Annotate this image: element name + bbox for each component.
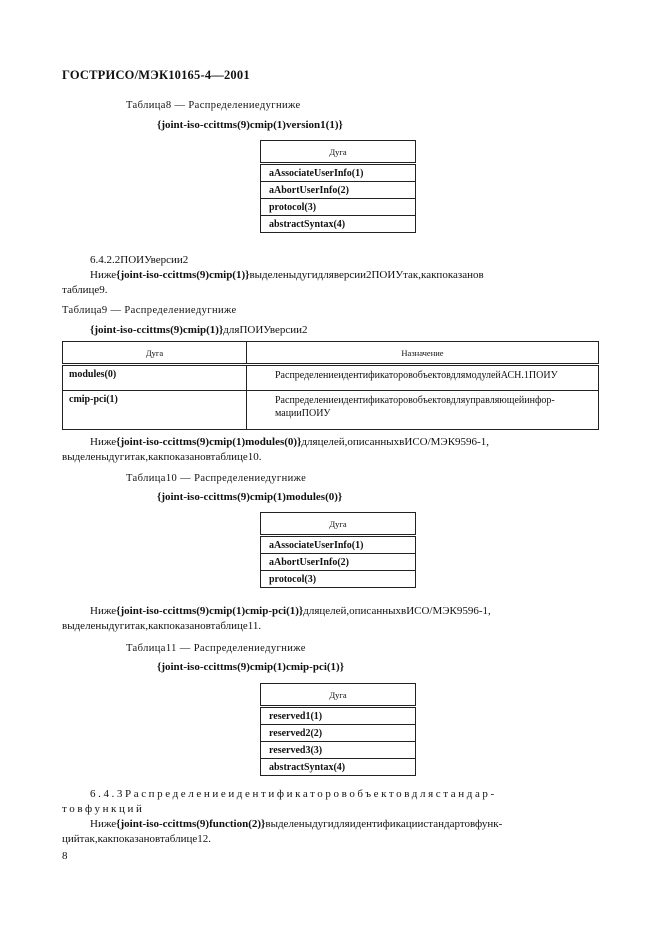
table9-header-arc: Дуга	[63, 342, 247, 365]
table9-caption: Таблица9 — Распределениедугниже	[62, 305, 237, 316]
section-643-line1	[90, 817, 502, 832]
table8	[260, 140, 416, 233]
table10-caption: Таблица10 — Распределениедугниже	[126, 473, 307, 484]
table11-header: Дуга	[261, 684, 416, 707]
text-prefix: Ниже	[90, 436, 117, 448]
table8-header: Дуга	[261, 141, 416, 164]
table-row-purpose: РаспределениеидентификаторовобъектовдлямодулейАСН.1ПОИУ	[247, 365, 599, 391]
text-suffix: выделеныдугидляверсии2ПОИУтак,какпоказанов	[249, 269, 484, 281]
table-row: reserved2(2)	[261, 725, 416, 742]
table-row-purpose: Распределениеидентификаторовобъектовдляуправляющейинфор-мацииПОИУ	[247, 391, 599, 430]
text-prefix: Ниже	[90, 818, 117, 830]
para-modules-line2: выделеныдугитак,какпоказановтаблице10.	[62, 451, 262, 463]
document-header: ГОСТРИСО/МЭК10165-4—2001	[62, 68, 250, 82]
table9	[62, 341, 599, 430]
text-suffix: дляПОИУверсии2	[223, 324, 308, 336]
table8-caption: Таблица8 — Распределениедугниже	[126, 100, 301, 111]
table-row: aAbortUserInfo(2)	[261, 554, 416, 571]
table9-header-purpose: Назначение	[247, 342, 599, 365]
oid-inline: {joint-iso-ccittms(9)function(2)}	[116, 818, 266, 830]
table10	[260, 512, 416, 588]
table-row: aAssociateUserInfo(1)	[261, 536, 416, 554]
text-prefix: Ниже	[90, 605, 117, 617]
table-row: abstractSyntax(4)	[261, 216, 416, 233]
section-643-line2: цийтак,какпоказановтаблице12.	[62, 833, 212, 845]
para-cmippci-line1	[90, 604, 491, 619]
table-row-arc: cmip-pci(1)	[63, 391, 247, 430]
text-suffix: выделеныдугидляидентификациистандартовфунк-	[265, 818, 503, 830]
table9-oid	[90, 323, 308, 338]
table10-header: Дуга	[261, 513, 416, 536]
section-643-heading-line2: товфункций	[62, 803, 145, 815]
text-prefix: Ниже	[90, 269, 117, 281]
oid-inline: {joint-iso-ccittms(9)cmip(1)}	[90, 324, 224, 336]
table-row: reserved3(3)	[261, 742, 416, 759]
text-suffix: дляцелей,описанныхвИСО/МЭК9596-1,	[303, 605, 491, 617]
oid-inline: {joint-iso-ccittms(9)cmip(1)}	[116, 269, 250, 281]
table-row: reserved1(1)	[261, 707, 416, 725]
section-6422-line1	[90, 268, 610, 283]
oid-inline: {joint-iso-ccittms(9)cmip(1)modules(0)}	[116, 436, 302, 448]
section-6422-heading: 6.4.2.2ПОИУверсии2	[90, 254, 189, 266]
table-row: protocol(3)	[261, 199, 416, 216]
table8-oid: {joint-iso-ccittms(9)cmip(1)version1(1)}	[157, 119, 343, 131]
section-6422-line2: таблице9.	[62, 284, 108, 296]
section-643-heading-line1: 6.4.3Распределениеидентификаторовобъектовдлястандар-	[90, 788, 497, 800]
page-number: 8	[62, 850, 68, 862]
table11-oid: {joint-iso-ccittms(9)cmip(1)cmip-pci(1)}	[157, 661, 345, 673]
table-row: protocol(3)	[261, 571, 416, 588]
table-row: aAbortUserInfo(2)	[261, 182, 416, 199]
table-row-arc: modules(0)	[63, 365, 247, 391]
oid-inline: {joint-iso-ccittms(9)cmip(1)cmip-pci(1)}	[116, 605, 304, 617]
table11-caption: Таблица11 — Распределениедугниже	[126, 643, 306, 654]
para-cmippci-line2: выделеныдугитак,какпоказановтаблице11.	[62, 620, 262, 632]
table10-oid: {joint-iso-ccittms(9)cmip(1)modules(0)}	[157, 491, 343, 503]
table-row: abstractSyntax(4)	[261, 759, 416, 776]
table11	[260, 683, 416, 776]
text-suffix: дляцелей,описанныхвИСО/МЭК9596-1,	[301, 436, 489, 448]
table-row: aAssociateUserInfo(1)	[261, 164, 416, 182]
para-modules-line1	[90, 435, 489, 450]
